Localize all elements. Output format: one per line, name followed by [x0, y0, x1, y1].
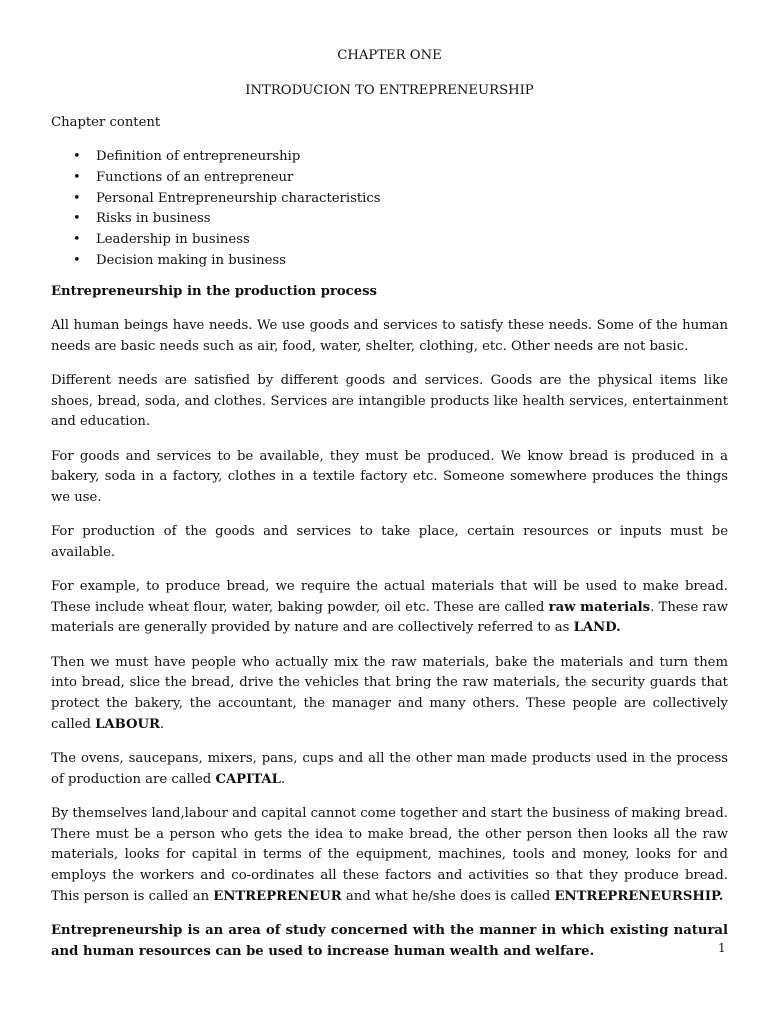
term-raw-materials: raw materials [548, 599, 651, 615]
page-content [51, 46, 728, 976]
chapter-content-list [51, 147, 728, 271]
list-item-text: Functions of an entrepreneur [96, 169, 294, 185]
definition-paragraph [51, 921, 728, 962]
text-run: . [280, 771, 286, 787]
list-item-text: Definition of entrepreneurship [96, 149, 301, 165]
text-run: Then we must have people who actually mix the raw materials, bake the materials and turn them into bread, slice the bread, drive the vehicles that bring the raw materials, the security guards that protect the bakery, the accountant, the manager and many others. These people are collectively called [51, 654, 728, 732]
list-item [73, 147, 728, 168]
term-land: LAND. [573, 620, 621, 636]
term-entrepreneurship: ENTREPRENEURSHIP. [554, 888, 724, 904]
text-run: and what he/she does is called [341, 888, 555, 904]
chapter-title: INTRODUCION TO ENTREPRENEURSHIP [245, 82, 534, 98]
text-run: By themselves land,labour and capital cannot come together and start the business of making bread. There must be a person who gets the idea to make bread, the other person then looks all the raw materials, looks for capital in terms of the equipment, machines, tools and money, looks for and employs the workers and co-ordinates all these factors and activities so that they produce bread. This person is called an [51, 805, 728, 904]
paragraph-production: For goods and services to be available, they must be produced. We know bread is produced in a bakery, soda in a factory, clothes in a textile factory etc. Someone somewhere produces the things we use. [51, 448, 728, 505]
text-run: The ovens, saucepans, mixers, pans, cups and all the other man made products used in the process of production are called [51, 750, 728, 787]
paragraph-resources: For production of the goods and services to take place, certain resources or inputs must be available. [51, 524, 728, 560]
bullet-icon: • [73, 190, 81, 206]
chapter-content-heading: Chapter content [51, 115, 161, 131]
term-capital: CAPITAL [215, 771, 281, 787]
bullet-icon: • [73, 169, 81, 185]
paragraph-needs: All human beings have needs. We use goods and services to satisfy these needs. Some of the human needs are basic needs such as air, food, water, shelter, clothing, etc. Other needs are not basic. [51, 318, 728, 354]
section-heading: Entrepreneurship in the production process [51, 284, 377, 300]
text-run: . [159, 716, 165, 732]
bullet-icon: • [73, 149, 81, 165]
list-item-text: Leadership in business [96, 231, 250, 247]
paragraph-land [51, 577, 728, 639]
paragraph-labour [51, 653, 728, 736]
bullet-icon: • [73, 231, 81, 247]
list-item [73, 209, 728, 230]
definition-text: Entrepreneurship is an area of study concerned with the manner in which existing natural and human resources can be used to increase human wealth and welfare. [51, 922, 728, 959]
paragraph-entrepreneur [51, 804, 728, 908]
list-item [73, 230, 728, 251]
list-item-text: Personal Entrepreneurship characteristics [96, 190, 381, 206]
list-item-text: Decision making in business [96, 252, 286, 268]
text-run: For example, to produce bread, we require the actual materials that will be used to make bread. These include wheat flour, water, baking powder, oil etc. These are called [51, 579, 728, 615]
term-labour: LABOUR [95, 716, 160, 732]
list-item [73, 168, 728, 189]
page-number: 1 [718, 941, 726, 955]
list-item [73, 251, 728, 272]
chapter-number: CHAPTER ONE [337, 48, 442, 63]
text-run: . These raw materials are generally provided by nature and are collectively referred to as [51, 599, 728, 636]
list-item [73, 189, 728, 210]
paragraph-capital [51, 749, 728, 790]
term-entrepreneur: ENTREPRENEUR [213, 888, 342, 904]
bullet-icon: • [73, 252, 81, 268]
list-item-text: Risks in business [96, 211, 211, 227]
paragraph-goods-services: Different needs are satisfied by different goods and services. Goods are the physical items like shoes, bread, soda, and clothes. Services are intangible products like health services, entertainment and education. [51, 372, 728, 430]
bullet-icon: • [73, 211, 81, 227]
